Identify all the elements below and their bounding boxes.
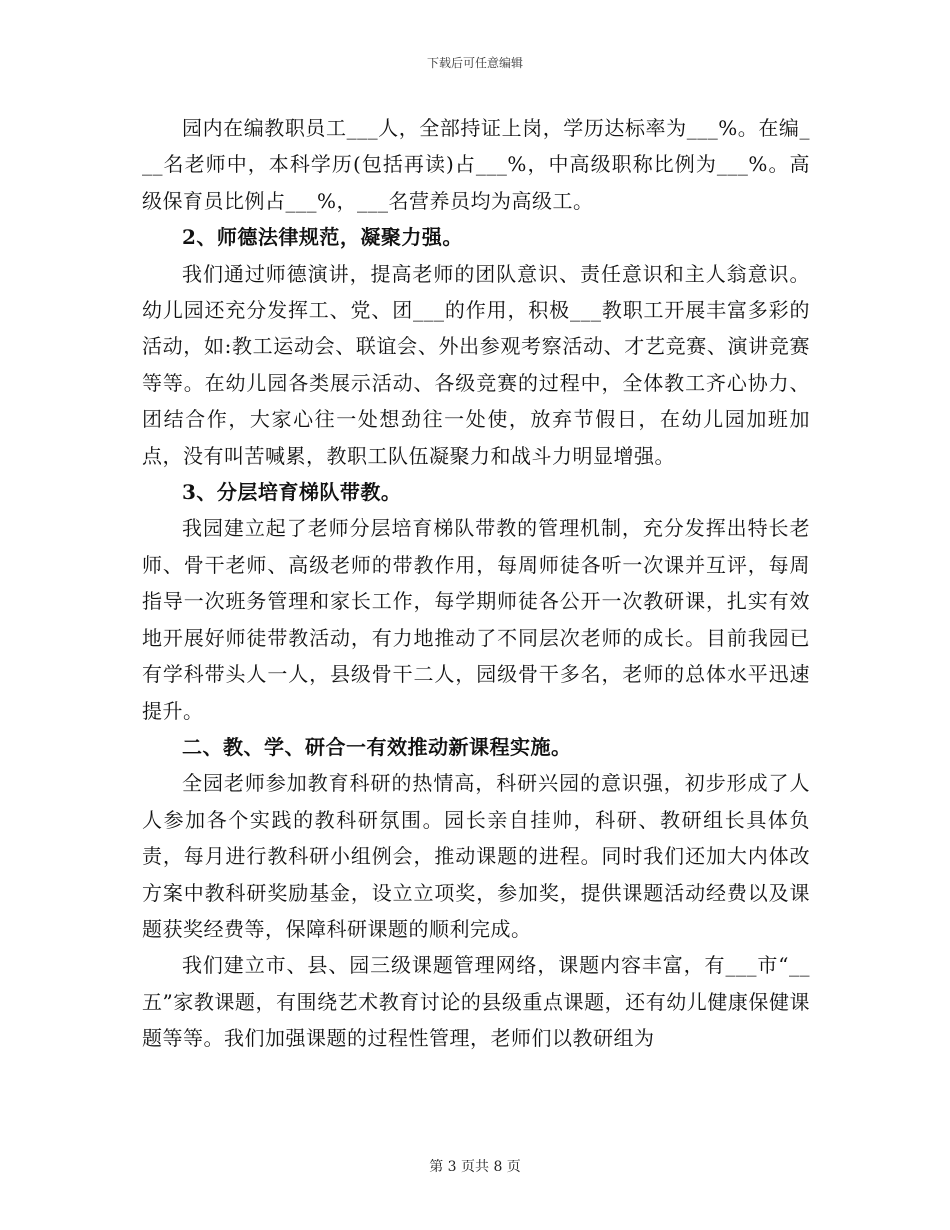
document-body [142,110,810,1057]
paragraph-research: 全园老师参加教育科研的热情高，科研兴园的意识强，初步形成了人人参加各个实践的教科研氛围。园长亲自挂帅，科研、教研组长具体负责，每月进行教科研小组例会，推动课题的进程。同时我们还加大内体改方案中教科研奖励基金，设立立项奖，参加奖，提供课题活动经费以及课题获奖经费等，保障科研课题的顺利完成。 [142,771,810,941]
paragraph-topics: 我们建立市、县、园三级课题管理网络，课题内容丰富，有___市“__五”家教课题，有围绕艺术教育讨论的县级重点课题，还有幼儿健康保健课题等等。我们加强课题的过程性管理，老师们以教研组为 [142,953,810,1051]
page-number: 第 3 页共 8 页 [429,1159,521,1175]
heading-curriculum: 二、教、学、研合一有效推动新课程实施。 [182,734,572,759]
page-header: 下载后可任意编辑 [426,56,523,70]
paragraph-ethics: 我们通过师德演讲，提高老师的团队意识、责任意识和主人翁意识。幼儿园还充分发挥工、党、团___的作用，积极___教职工开展丰富多彩的活动，如:教工运动会、联谊会、外出参观考察活动、才艺竞赛、演讲竞赛等等。在幼儿园各类展示活动、各级竞赛的过程中，全体教工齐心协力、团结合作，大家心往一处想劲往一处使，放弃节假日，在幼儿园加班加点，没有叫苦喊累，教职工队伍凝聚力和战斗力明显增强。 [142,261,810,468]
heading-ethics: 2、师德法律规范，凝聚力强。 [182,225,463,250]
heading-mentoring: 3、分层培育梯队带教。 [182,480,402,505]
paragraph-mentoring: 我园建立起了老师分层培育梯队带教的管理机制，充分发挥出特长老师、骨干老师、高级老师的带教作用，每周师徒各听一次课并互评，每周指导一次班务管理和家长工作，每学期师徒各公开一次教研课，扎实有效地开展好师徒带教活动，有力地推动了不同层次老师的成长。目前我园已有学科带头人一人，县级骨干二人，园级骨干多名，老师的总体水平迅速提升。 [142,516,810,723]
paragraph-staff-stats: 园内在编教职员工___人，全部持证上岗，学历达标率为___%。在编___名老师中，本科学历(包括再读)占___%，中高级职称比例为___%。高级保育员比例占___%，___名营养员均为高级工。 [142,116,810,213]
